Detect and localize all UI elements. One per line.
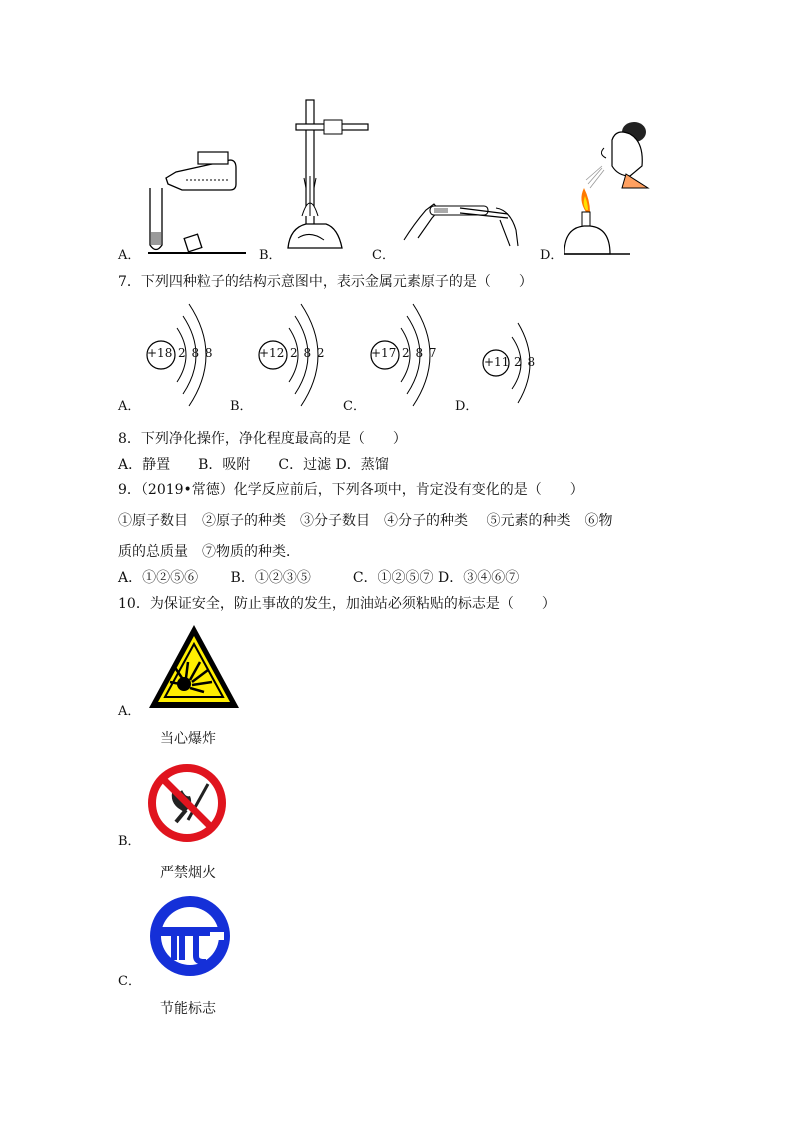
atom-d-shells: 2 8 [514, 355, 537, 369]
q7-stem: 7．下列四种粒子的结构示意图中，表示金属元素原子的是（ ） [118, 274, 533, 290]
no-fire-sign-caption: 严禁烟火 [160, 865, 216, 881]
q8-stem: 8．下列净化操作，净化程度最高的是（ ） [118, 431, 407, 447]
q7-option-b-label: B． [230, 399, 253, 414]
no-fire-sign [146, 762, 228, 844]
q6-option-d-label: D． [540, 248, 564, 263]
q8-options: A．静置 B．吸附 C．过滤 D．蒸馏 [118, 457, 389, 473]
q9-items-line1: ①原子数目 ②原子的种类 ③分子数目 ④分子的种类 ⑤元素的种类 ⑥物 [118, 513, 613, 529]
atom-b-nucleus: +12 [259, 346, 285, 360]
energy-sign-caption: 节能标志 [160, 1001, 216, 1017]
distillation-illustration [284, 98, 374, 258]
q10-option-b-label: B． [118, 834, 141, 849]
q6-option-b-label: B． [259, 248, 282, 263]
energy-saving-sign [148, 894, 232, 978]
q6-option-c-label: C． [372, 248, 395, 263]
q7-option-d-label: D． [455, 399, 479, 414]
blow-lamp-illustration [564, 118, 654, 258]
q10-option-a-label: A． [118, 704, 141, 719]
q6-option-a-label: A． [118, 248, 141, 263]
pour-liquid-illustration [138, 150, 248, 258]
q7-option-a-label: A． [118, 399, 141, 414]
q9-stem: 9．（2019•常德）化学反应前后，下列各项中，肯定没有变化的是（ ） [118, 482, 584, 498]
q10-option-c-label: C． [118, 974, 141, 989]
atom-a-shells: 2 8 8 [178, 346, 214, 360]
atom-diagram-b [255, 300, 335, 410]
atom-a-nucleus: +18 [147, 346, 173, 360]
q10-stem: 10．为保证安全，防止事故的发生，加油站必须粘贴的标志是（ ） [118, 596, 556, 612]
atom-diagram-d [480, 315, 540, 410]
test-tube-clamp-illustration [400, 196, 522, 252]
explosion-warning-sign [146, 622, 242, 712]
explosion-sign-caption: 当心爆炸 [160, 731, 216, 747]
q9-options: A．①②⑤⑥ B．①②③⑤ C．①②⑤⑦ D．③④⑥⑦ [118, 570, 520, 586]
atom-c-shells: 2 8 7 [402, 346, 438, 360]
q9-items-line2: 质的总质量 ⑦物质的种类． [118, 544, 300, 560]
atom-diagram-c [367, 300, 447, 410]
atom-diagram-a [143, 300, 223, 410]
atom-d-nucleus: +11 [484, 355, 510, 369]
q7-option-c-label: C． [343, 399, 366, 414]
atom-c-nucleus: +17 [371, 346, 397, 360]
atom-b-shells: 2 8 2 [290, 346, 326, 360]
